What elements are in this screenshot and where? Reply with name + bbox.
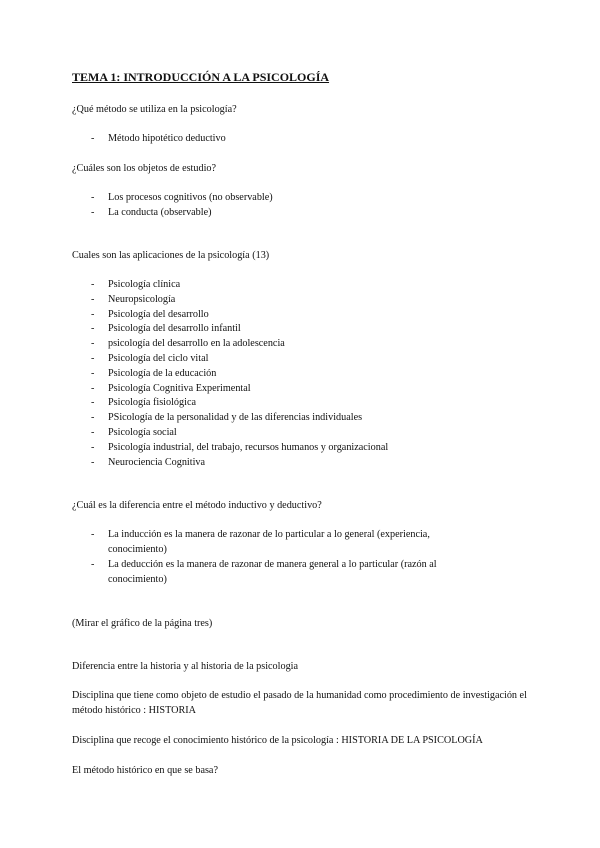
bullet-dash: -: [91, 279, 95, 290]
list-item-text: psicología del desarrollo en la adolescencia: [108, 338, 285, 350]
list-item-text: Neurociencia Cognitiva: [108, 456, 206, 468]
list-item: [0, 367, 600, 382]
list-item: [0, 456, 600, 471]
note-graphic: (Mirar el gráfico de la página tres): [72, 618, 213, 629]
list-item: [0, 308, 600, 323]
list-item-text: Los procesos cognitivos (no observable): [108, 192, 273, 203]
question-objects: ¿Cuáles son los objetos de estudio?: [72, 163, 217, 174]
list-item: [0, 441, 600, 456]
list-item-text: Psicología del desarrollo infantil: [108, 323, 241, 335]
list-item-text: Método hipotético deductivo: [108, 133, 226, 144]
bullet-dash: -: [91, 441, 95, 453]
list-item-text: Psicología Cognitiva Experimental: [108, 382, 251, 394]
question-historic-method: El método histórico en que se basa?: [72, 765, 218, 776]
list-item-text: Psicología clínica: [108, 279, 181, 290]
bullet-dash: -: [91, 367, 95, 379]
bullet-dash: -: [91, 133, 95, 144]
bullet-dash: -: [91, 192, 95, 203]
question-method: ¿Qué método se utiliza en la psicología?: [72, 104, 237, 115]
list-item: [0, 382, 600, 397]
list-item-text: Psicología del ciclo vital: [108, 352, 209, 364]
objects-list: [0, 191, 600, 221]
list-item: [0, 337, 600, 352]
list-item: [0, 278, 600, 293]
list-item-text: La inducción es la manera de razonar de lo particular a lo general (experiencia, conocimiento): [108, 529, 430, 555]
applications-list: [0, 278, 600, 470]
list-item-text: Psicología del desarrollo: [108, 308, 209, 320]
bullet-dash: -: [91, 206, 95, 218]
psychology-history-definition: Disciplina que recoge el conocimiento histórico de la psicología : HISTORIA DE LA PSICOLOGÍA: [72, 735, 483, 746]
list-item: [0, 396, 600, 411]
question-difference: ¿Cuál es la diferencia entre el método inductivo y deductivo?: [72, 500, 322, 511]
bullet-dash: -: [91, 412, 95, 424]
list-item: [0, 293, 600, 308]
history-definition: Disciplina que tiene como objeto de estudio el pasado de la humanidad como procedimiento de investigación el método histórico : HISTORIA: [72, 690, 527, 716]
bullet-dash: -: [91, 293, 95, 305]
method-list: [0, 132, 600, 147]
history-heading: Diferencia entre la historia y al historia de la psicologia: [72, 661, 299, 672]
list-item: [0, 132, 600, 147]
list-item-text: La deducción es la manera de razonar de manera general a lo particular (razón al conocimiento): [108, 559, 437, 585]
list-item-text: Psicología fisiológica: [108, 397, 196, 409]
bullet-dash: -: [91, 352, 95, 364]
bullet-dash: -: [91, 529, 95, 540]
list-item: [0, 191, 600, 206]
page-title: TEMA 1: INTRODUCCIÓN A LA PSICOLOGÍA: [72, 70, 330, 84]
list-item: [0, 322, 600, 337]
bullet-dash: -: [91, 456, 95, 468]
bullet-dash: -: [91, 426, 95, 438]
list-item-text: La conducta (observable): [108, 206, 212, 218]
list-item: [0, 426, 600, 441]
bullet-dash: -: [91, 397, 95, 409]
list-item-text: Psicología social: [108, 426, 177, 438]
list-item-text: PSicología de la personalidad y de las diferencias individuales: [108, 412, 363, 424]
bullet-dash: -: [91, 559, 95, 570]
list-item: [0, 411, 600, 426]
bullet-dash: -: [91, 323, 95, 335]
bullet-dash: -: [91, 382, 95, 394]
bullet-dash: -: [91, 308, 95, 320]
bullet-dash: -: [91, 338, 95, 350]
list-item-text: Psicología de la educación: [108, 367, 217, 379]
list-item: [0, 206, 600, 221]
list-item-text: Neuropsicología: [108, 293, 176, 305]
list-item-text: Psicología industrial, del trabajo, recursos humanos y organizacional: [108, 441, 389, 453]
list-item: [0, 352, 600, 367]
question-applications: Cuales son las aplicaciones de la psicología (13): [72, 250, 270, 261]
